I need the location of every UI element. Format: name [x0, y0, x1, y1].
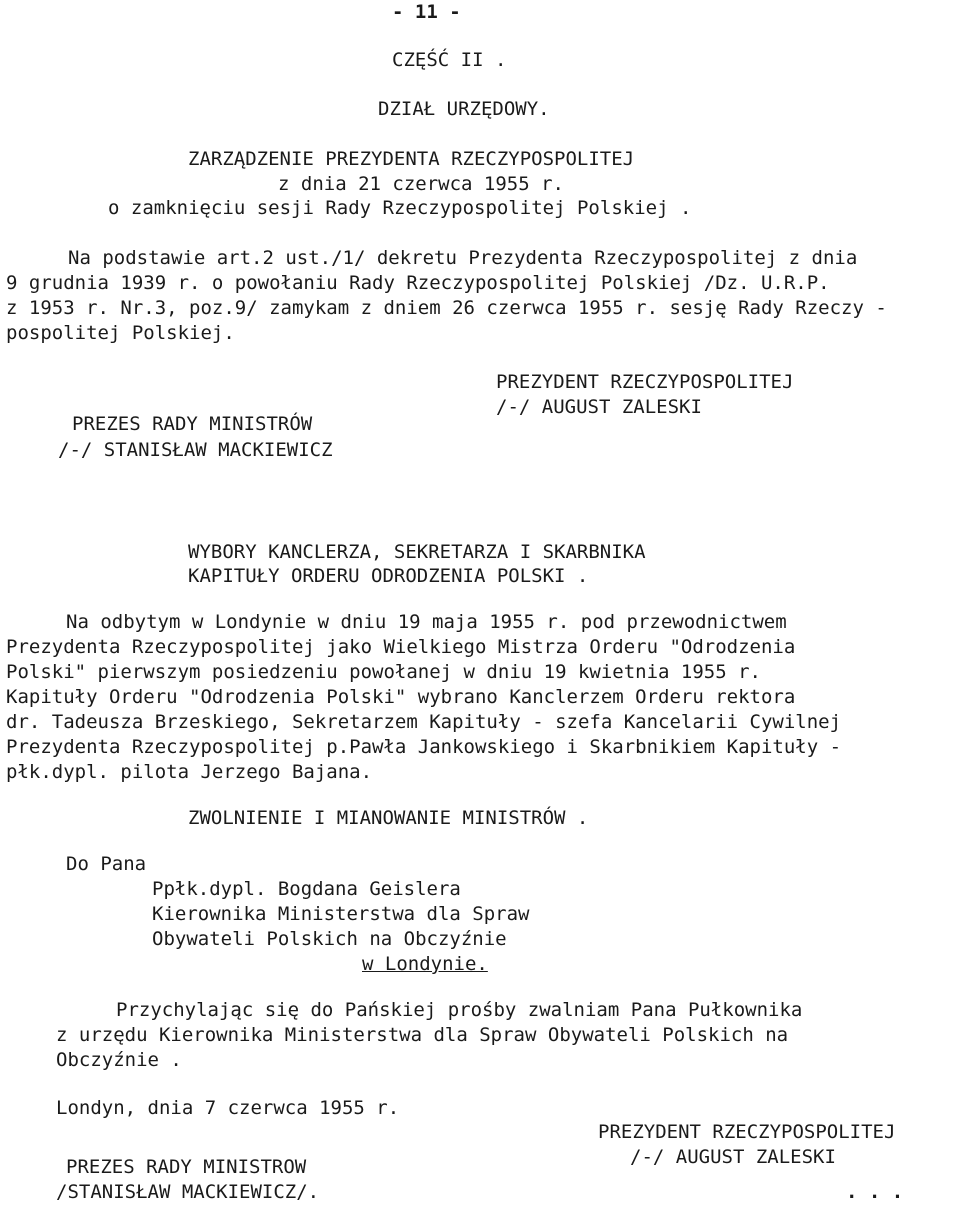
decree-pm-name: /-/ STANISŁAW MACKIEWICZ — [58, 439, 333, 461]
decree-body-line: Na podstawie art.2 ust./1/ dekretu Prezydenta Rzeczypospolitej z dnia — [68, 247, 858, 269]
elections-body-line: dr. Tadeusza Brzeskiego, Sekretarzem Kapituły - szefa Kancelarii Cywilnej — [6, 711, 842, 733]
decree-body-line: pospolitej Polskiej. — [6, 322, 235, 344]
section-title: DZIAŁ URZĘDOWY. — [378, 98, 550, 120]
elections-body-line: Na odbytym w Londynie w dniu 19 maja 1955 r. pod przewodnictwem — [66, 611, 787, 633]
addressee-line: Obywateli Polskich na Obczyźnie — [152, 928, 507, 950]
decree-subject: o zamknięciu sesji Rady Rzeczypospolitej Polskiej . — [108, 197, 692, 219]
addressee-line: Kierownika Ministerstwa dla Spraw — [152, 903, 530, 925]
dismissal-pm-name: /STANISŁAW MACKIEWICZ/. — [56, 1181, 320, 1203]
elections-title-2: KAPITUŁY ORDERU ODRODZENIA POLSKI . — [188, 565, 589, 587]
elections-body-line: Polski" pierwszym posiedzeniu powołanej w dniu 19 kwietnia 1955 r. — [6, 661, 761, 683]
decree-body-line: 9 grudnia 1939 r. o powołaniu Rady Rzeczypospolitej Polskiej /Dz. U.R.P. — [6, 272, 830, 294]
dismissal-body-line: z urzędu Kierownika Ministerstwa dla Spraw Obywateli Polskich na — [56, 1024, 789, 1046]
elections-body-line: Kapituły Orderu "Odrodzenia Polski" wybrano Kanclerzem Orderu rektora — [6, 686, 796, 708]
dismissal-body-line: Przychylając się do Pańskiej prośby zwalniam Pana Pułkownika — [116, 999, 803, 1021]
continuation-dots: . . . — [846, 1181, 904, 1203]
decree-body-line: z 1953 r. Nr.3, poz.9/ zamykam z dniem 26 czerwca 1955 r. sesję Rady Rzeczy - — [6, 297, 887, 319]
decree-president-title: PREZYDENT RZECZYPOSPOLITEJ — [496, 371, 794, 393]
dismissal-salutation: Do Pana — [66, 853, 147, 875]
decree-pm-title: PREZES RADY MINISTRÓW — [72, 413, 313, 435]
dismissal-body-line: Obczyźnie . — [56, 1049, 182, 1071]
dismissal-president-title: PREZYDENT RZECZYPOSPOLITEJ — [598, 1121, 896, 1143]
decree-title: ZARZĄDZENIE PREZYDENTA RZECZYPOSPOLITEJ — [188, 148, 635, 170]
elections-body-line: płk.dypl. pilota Jerzego Bajana. — [6, 761, 373, 783]
elections-title-1: WYBORY KANCLERZA, SEKRETARZA I SKARBNIKA — [188, 541, 646, 563]
dismissal-pm-title: PREZES RADY MINISTROW — [66, 1156, 307, 1178]
addressee-location: w Londynie. — [362, 953, 488, 975]
elections-body-line: Prezydenta Rzeczypospolitej p.Pawła Jankowskiego i Skarbnikiem Kapituły - — [6, 736, 842, 758]
part-title: CZĘŚĆ II . — [392, 49, 507, 71]
dismissal-title: ZWOLNIENIE I MIANOWANIE MINISTRÓW . — [188, 807, 589, 829]
place-date: Londyn, dnia 7 czerwca 1955 r. — [56, 1097, 400, 1119]
page-number: - 11 - — [392, 1, 461, 23]
decree-date: z dnia 21 czerwca 1955 r. — [278, 173, 564, 195]
decree-president-name: /-/ AUGUST ZALESKI — [496, 396, 702, 418]
dismissal-president-name: /-/ AUGUST ZALESKI — [630, 1146, 836, 1168]
addressee-line: Ppłk.dypl. Bogdana Geislera — [152, 878, 461, 900]
elections-body-line: Prezydenta Rzeczypospolitej jako Wielkiego Mistrza Orderu "Odrodzenia — [6, 636, 796, 658]
